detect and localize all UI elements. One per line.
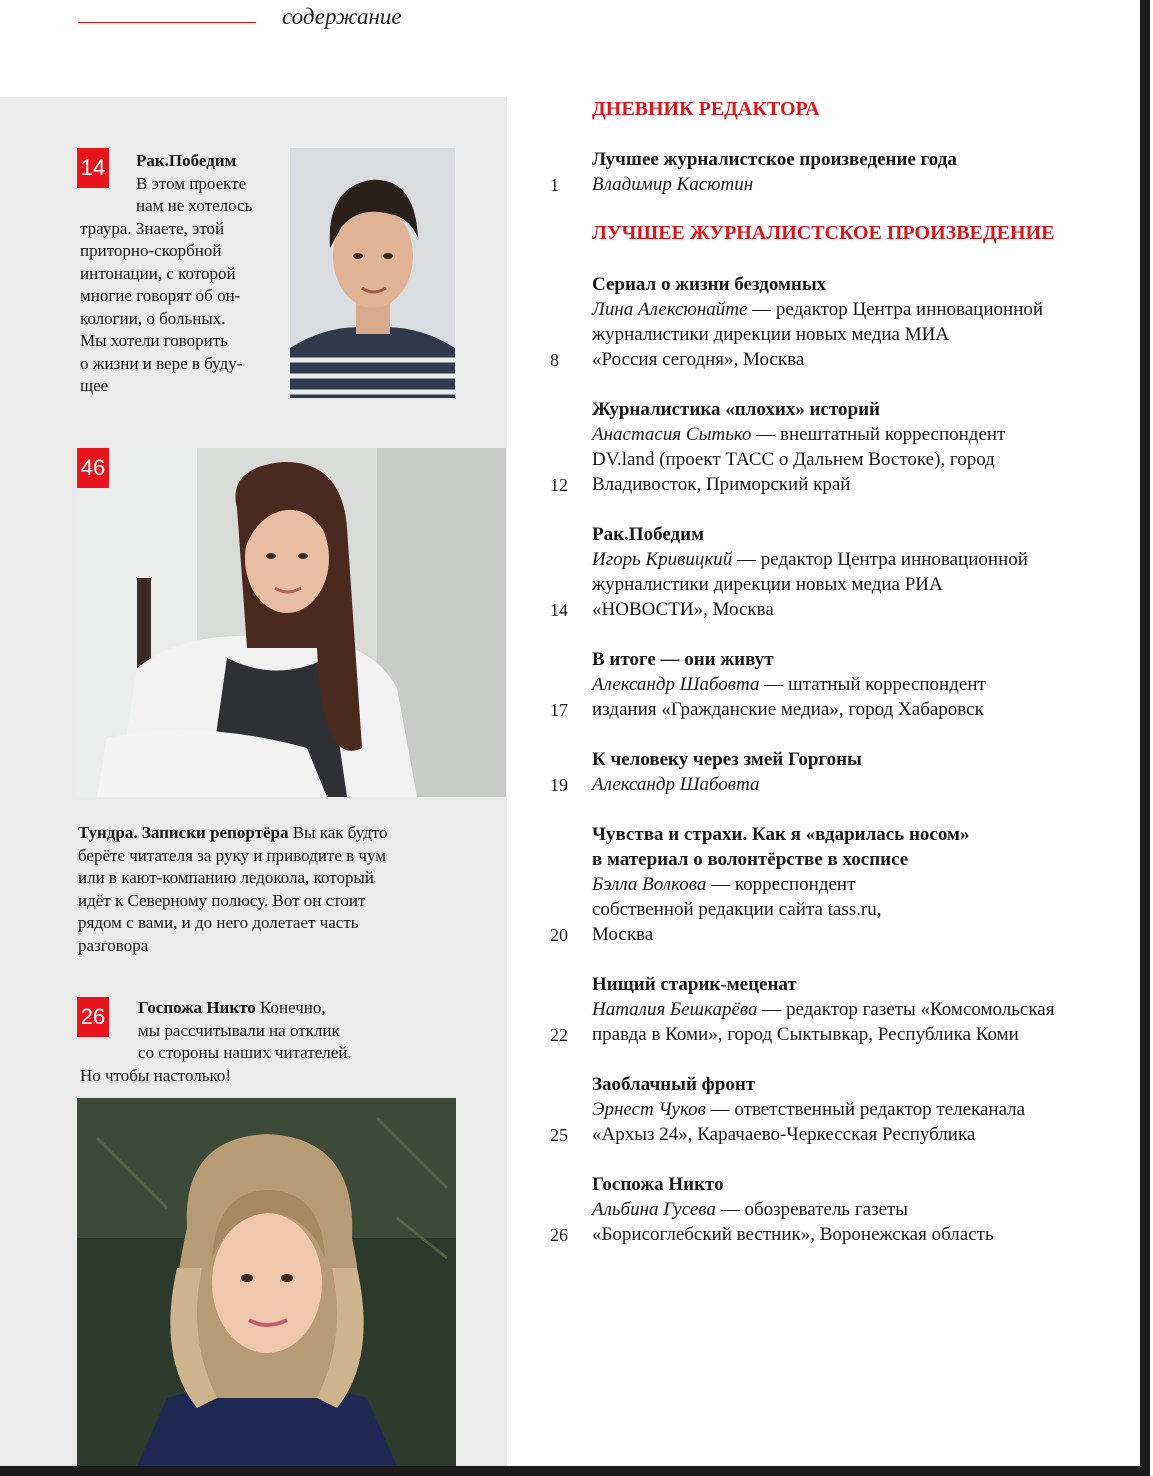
- teaser-title: Тундра. Записки репортёра: [78, 823, 289, 842]
- page-badge-46[interactable]: 46: [77, 448, 109, 488]
- toc-entry[interactable]: [540, 972, 1130, 1047]
- page-badge-26[interactable]: 26: [77, 997, 109, 1037]
- toc-entry-title: Рак.Победим: [592, 524, 705, 545]
- toc-dash: —: [737, 549, 757, 570]
- toc-dash: —: [710, 1099, 730, 1120]
- toc-entry-title: Нищий старик-меценат: [592, 974, 797, 995]
- toc-entry-author: Александр Шабовта: [592, 774, 760, 795]
- teaser-line: траура. Знаете, этой: [80, 218, 225, 238]
- toc-entry-title: Заоблачный фронт: [592, 1074, 756, 1095]
- toc-entry-author: Лина Алексюнайте: [592, 299, 748, 320]
- teaser-line: о жизни и вере в буду-: [80, 353, 243, 373]
- toc-entry-author: Альбина Гусева: [592, 1199, 716, 1220]
- toc-entry-desc: ответственный редактор телеканала: [734, 1099, 1026, 1120]
- toc-entry-title: Чувства и страхи. Как я «вдарилась носом»: [592, 824, 970, 845]
- toc-entry[interactable]: [540, 522, 1130, 622]
- teaser-line: щее: [80, 376, 109, 395]
- toc-entry[interactable]: [540, 397, 1130, 497]
- toc-page-number: 12: [550, 475, 568, 495]
- toc-entry-title: Лучшее журналистское произведение года: [592, 149, 957, 170]
- teaser-line: нам не хотелось: [136, 196, 253, 215]
- toc-entry-desc: «Борисоглебский вестник», Воронежская область: [592, 1224, 994, 1245]
- toc-entry-author: Александр Шабовта: [592, 674, 760, 695]
- teaser-line: кологии, о больных.: [80, 308, 226, 328]
- portrait-photo-man: [290, 148, 455, 398]
- toc-entry-desc: «Архыз 24», Карачаево-Черкесская Республика: [592, 1124, 976, 1145]
- toc-page-number: 22: [550, 1025, 568, 1045]
- toc-entry-desc: Москва: [592, 924, 654, 945]
- teaser-gospozha-nikto[interactable]: [80, 997, 460, 1087]
- teaser-line: интонации, с которой: [80, 263, 236, 283]
- toc-entry[interactable]: [540, 822, 1130, 947]
- toc-entry-desc: «Россия сегодня», Москва: [592, 349, 805, 370]
- toc-entry-author: Бэлла Волкова: [592, 874, 707, 895]
- header-rule: [78, 22, 256, 23]
- teaser-title: Госпожа Никто: [138, 998, 256, 1017]
- teaser-line: или в кают-компанию ледокола, который: [78, 868, 374, 887]
- toc-entry-title: К человеку через змей Горгоны: [592, 749, 862, 770]
- toc-entry-title: В итоге — они живут: [592, 649, 774, 670]
- teaser-line: со стороны наших читателей.: [138, 1043, 352, 1062]
- toc-dash: —: [764, 674, 784, 695]
- teaser-line: многие говорят об он-: [80, 286, 241, 305]
- toc-entry-desc: собственной редакции сайта tass.ru,: [592, 899, 882, 920]
- teaser-line: Мы хотели говорить: [80, 331, 228, 350]
- toc-entry-title: Госпожа Никто: [592, 1174, 724, 1195]
- teaser-rak-pobedim[interactable]: [80, 150, 285, 398]
- toc-dash: —: [711, 874, 731, 895]
- toc-entry-desc: DV.land (проект ТАСС о Дальнем Востоке), город: [592, 449, 995, 470]
- toc-dash: —: [752, 299, 772, 320]
- toc-page-number: 8: [550, 350, 559, 370]
- teaser-line: мы рассчитывали на отклик: [138, 1020, 340, 1040]
- toc-entry-author: Владимир Касютин: [592, 174, 754, 195]
- teaser-line: разговора: [78, 935, 149, 955]
- teaser-line: [78, 822, 478, 845]
- toc-entry[interactable]: [540, 1072, 1130, 1147]
- toc-page-number: 20: [550, 925, 568, 945]
- page-badge-14[interactable]: 14: [77, 148, 109, 188]
- toc-section-heading[interactable]: ЛУЧШЕЕ ЖУРНАЛИСТСКОЕ ПРОИЗВЕДЕНИЕ: [592, 222, 1055, 244]
- toc-page-number: 19: [550, 775, 568, 795]
- toc-entry-author: Игорь Кривицкий: [592, 549, 733, 570]
- portrait-photo-woman-vest: [77, 448, 506, 797]
- toc-dash: —: [720, 1199, 740, 1220]
- toc-page-number: 17: [550, 700, 568, 720]
- toc-entry-title: Журналистика «плохих» историй: [592, 399, 881, 420]
- toc-dash: —: [756, 424, 776, 445]
- toc-entry-desc: правда в Коми», город Сыктывкар, Республика Коми: [592, 1024, 1019, 1045]
- teaser-line: В этом проекте: [136, 173, 247, 193]
- teaser-text: Конечно,: [260, 998, 326, 1017]
- teaser-line: берёте читателя за руку и приводите в чум: [78, 845, 387, 865]
- toc-entry[interactable]: [540, 272, 1130, 372]
- toc-entry-desc: «НОВОСТИ», Москва: [592, 599, 774, 620]
- portrait-photo-woman-blonde: [77, 1098, 456, 1466]
- toc-entry-desc: издания «Гражданские медиа», город Хабаровск: [592, 699, 984, 720]
- toc-entry[interactable]: [540, 747, 1130, 797]
- toc-entry-author: Эрнест Чуков: [592, 1099, 706, 1120]
- toc-section-heading[interactable]: ДНЕВНИК РЕДАКТОРА: [592, 98, 820, 120]
- toc-page-number: 1: [550, 175, 559, 195]
- toc-entry-title: Сериал о жизни бездомных: [592, 274, 827, 295]
- toc-entry-desc: редактор Центра инновационной: [775, 299, 1044, 320]
- toc-entry-desc: редактор газеты «Комсомольская: [786, 999, 1055, 1020]
- toc-page-number: 25: [550, 1125, 568, 1145]
- teaser-line: рядом с вами, и до него долетает часть: [78, 913, 359, 932]
- toc-entry-author: Анастасия Сытько: [592, 424, 752, 445]
- teaser-line: идёт к Северному полюсу. Вот он стоит: [78, 890, 366, 910]
- teaser-text: Вы как будто: [292, 823, 388, 842]
- toc-page-number: 14: [550, 600, 568, 620]
- toc-entry-desc: журналистики дирекции новых медиа РИА: [592, 574, 943, 595]
- toc-dash: —: [762, 999, 782, 1020]
- toc-entry-desc: редактор Центра инновационной: [760, 549, 1028, 570]
- toc-entry-desc: штатный корреспондент: [788, 674, 986, 695]
- teaser-tundra[interactable]: [78, 822, 478, 957]
- toc-entry-author: Наталия Бешкарёва: [592, 999, 758, 1020]
- toc-entry-desc: Владивосток, Приморский край: [592, 474, 851, 495]
- toc-page-number: 26: [550, 1225, 568, 1245]
- toc-entry-title-continued: в материал о волонтёрстве в хосписе: [592, 849, 909, 870]
- toc-entry-desc: внештатный корреспондент: [780, 424, 1006, 445]
- toc-entry-desc: обозреватель газеты: [744, 1199, 909, 1220]
- toc-entry-desc: журналистики дирекции новых медиа МИА: [592, 324, 950, 345]
- toc-entry[interactable]: [540, 647, 1130, 722]
- teaser-line: [80, 997, 460, 1020]
- toc-entry-desc: корреспондент: [734, 874, 856, 895]
- teaser-line: Но чтобы настолько!: [80, 1065, 232, 1085]
- teaser-line: приторно-скорбной: [80, 241, 222, 260]
- toc-entry[interactable]: [540, 1172, 1130, 1247]
- toc-entry[interactable]: [540, 147, 1130, 197]
- page-title: содержание: [282, 4, 402, 29]
- teaser-title: Рак.Победим: [136, 151, 237, 170]
